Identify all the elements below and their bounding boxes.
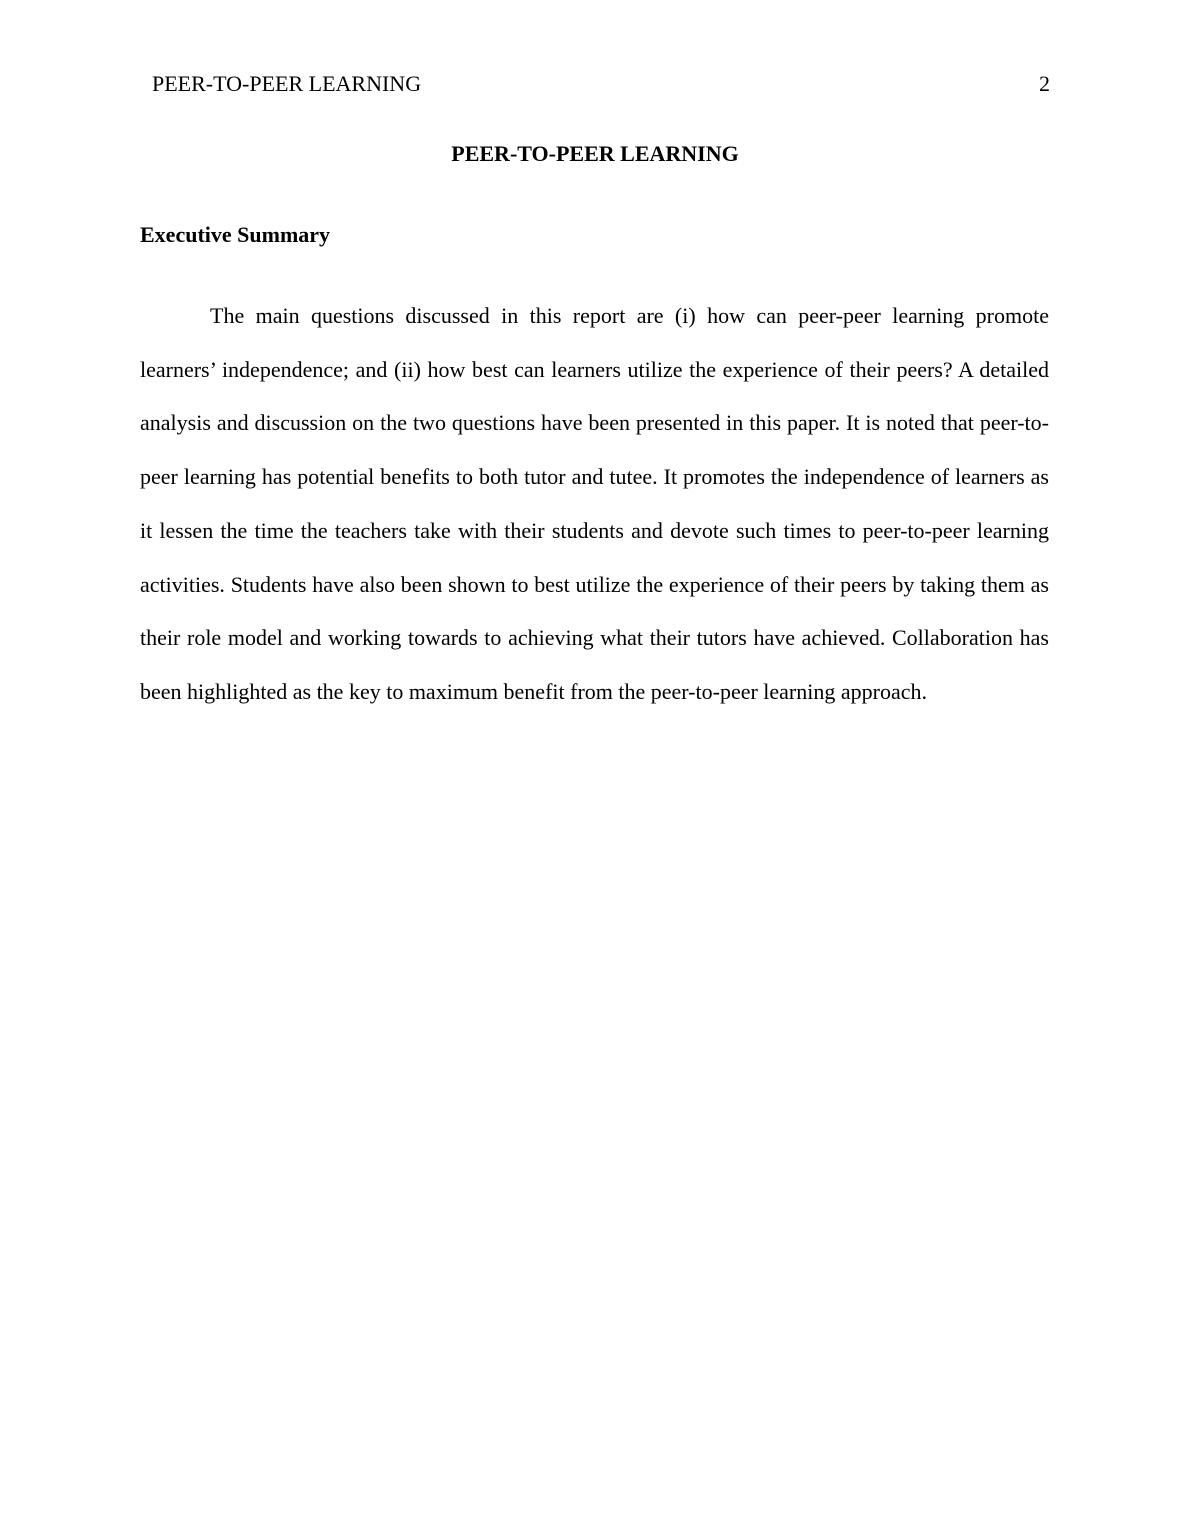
section-heading: Executive Summary xyxy=(140,222,331,247)
running-head: PEER-TO-PEER LEARNING xyxy=(152,71,422,96)
body-paragraph: The main questions discussed in this report are (i) how can peer-peer learning promote learners’ independence; and (ii) how best can learners utilize the experience of their peers? A detailed analysis and discussion on the two questions have been presented in this paper. It is noted that peer-to-peer learning has potential benefits to both tutor and tutee. It promotes the independence of learners as it lessen the time the teachers take with their students and devote such times to peer-to-peer learning activities. Students have also been shown to best utilize the experience of their peers by taking them as their role model and working towards to achieving what their tutors have achieved. Collaboration has been highlighted as the key to maximum benefit from the peer-to-peer learning approach. xyxy=(140,303,1049,704)
page-number: 2 xyxy=(1039,71,1050,96)
document-title: PEER-TO-PEER LEARNING xyxy=(451,141,739,166)
